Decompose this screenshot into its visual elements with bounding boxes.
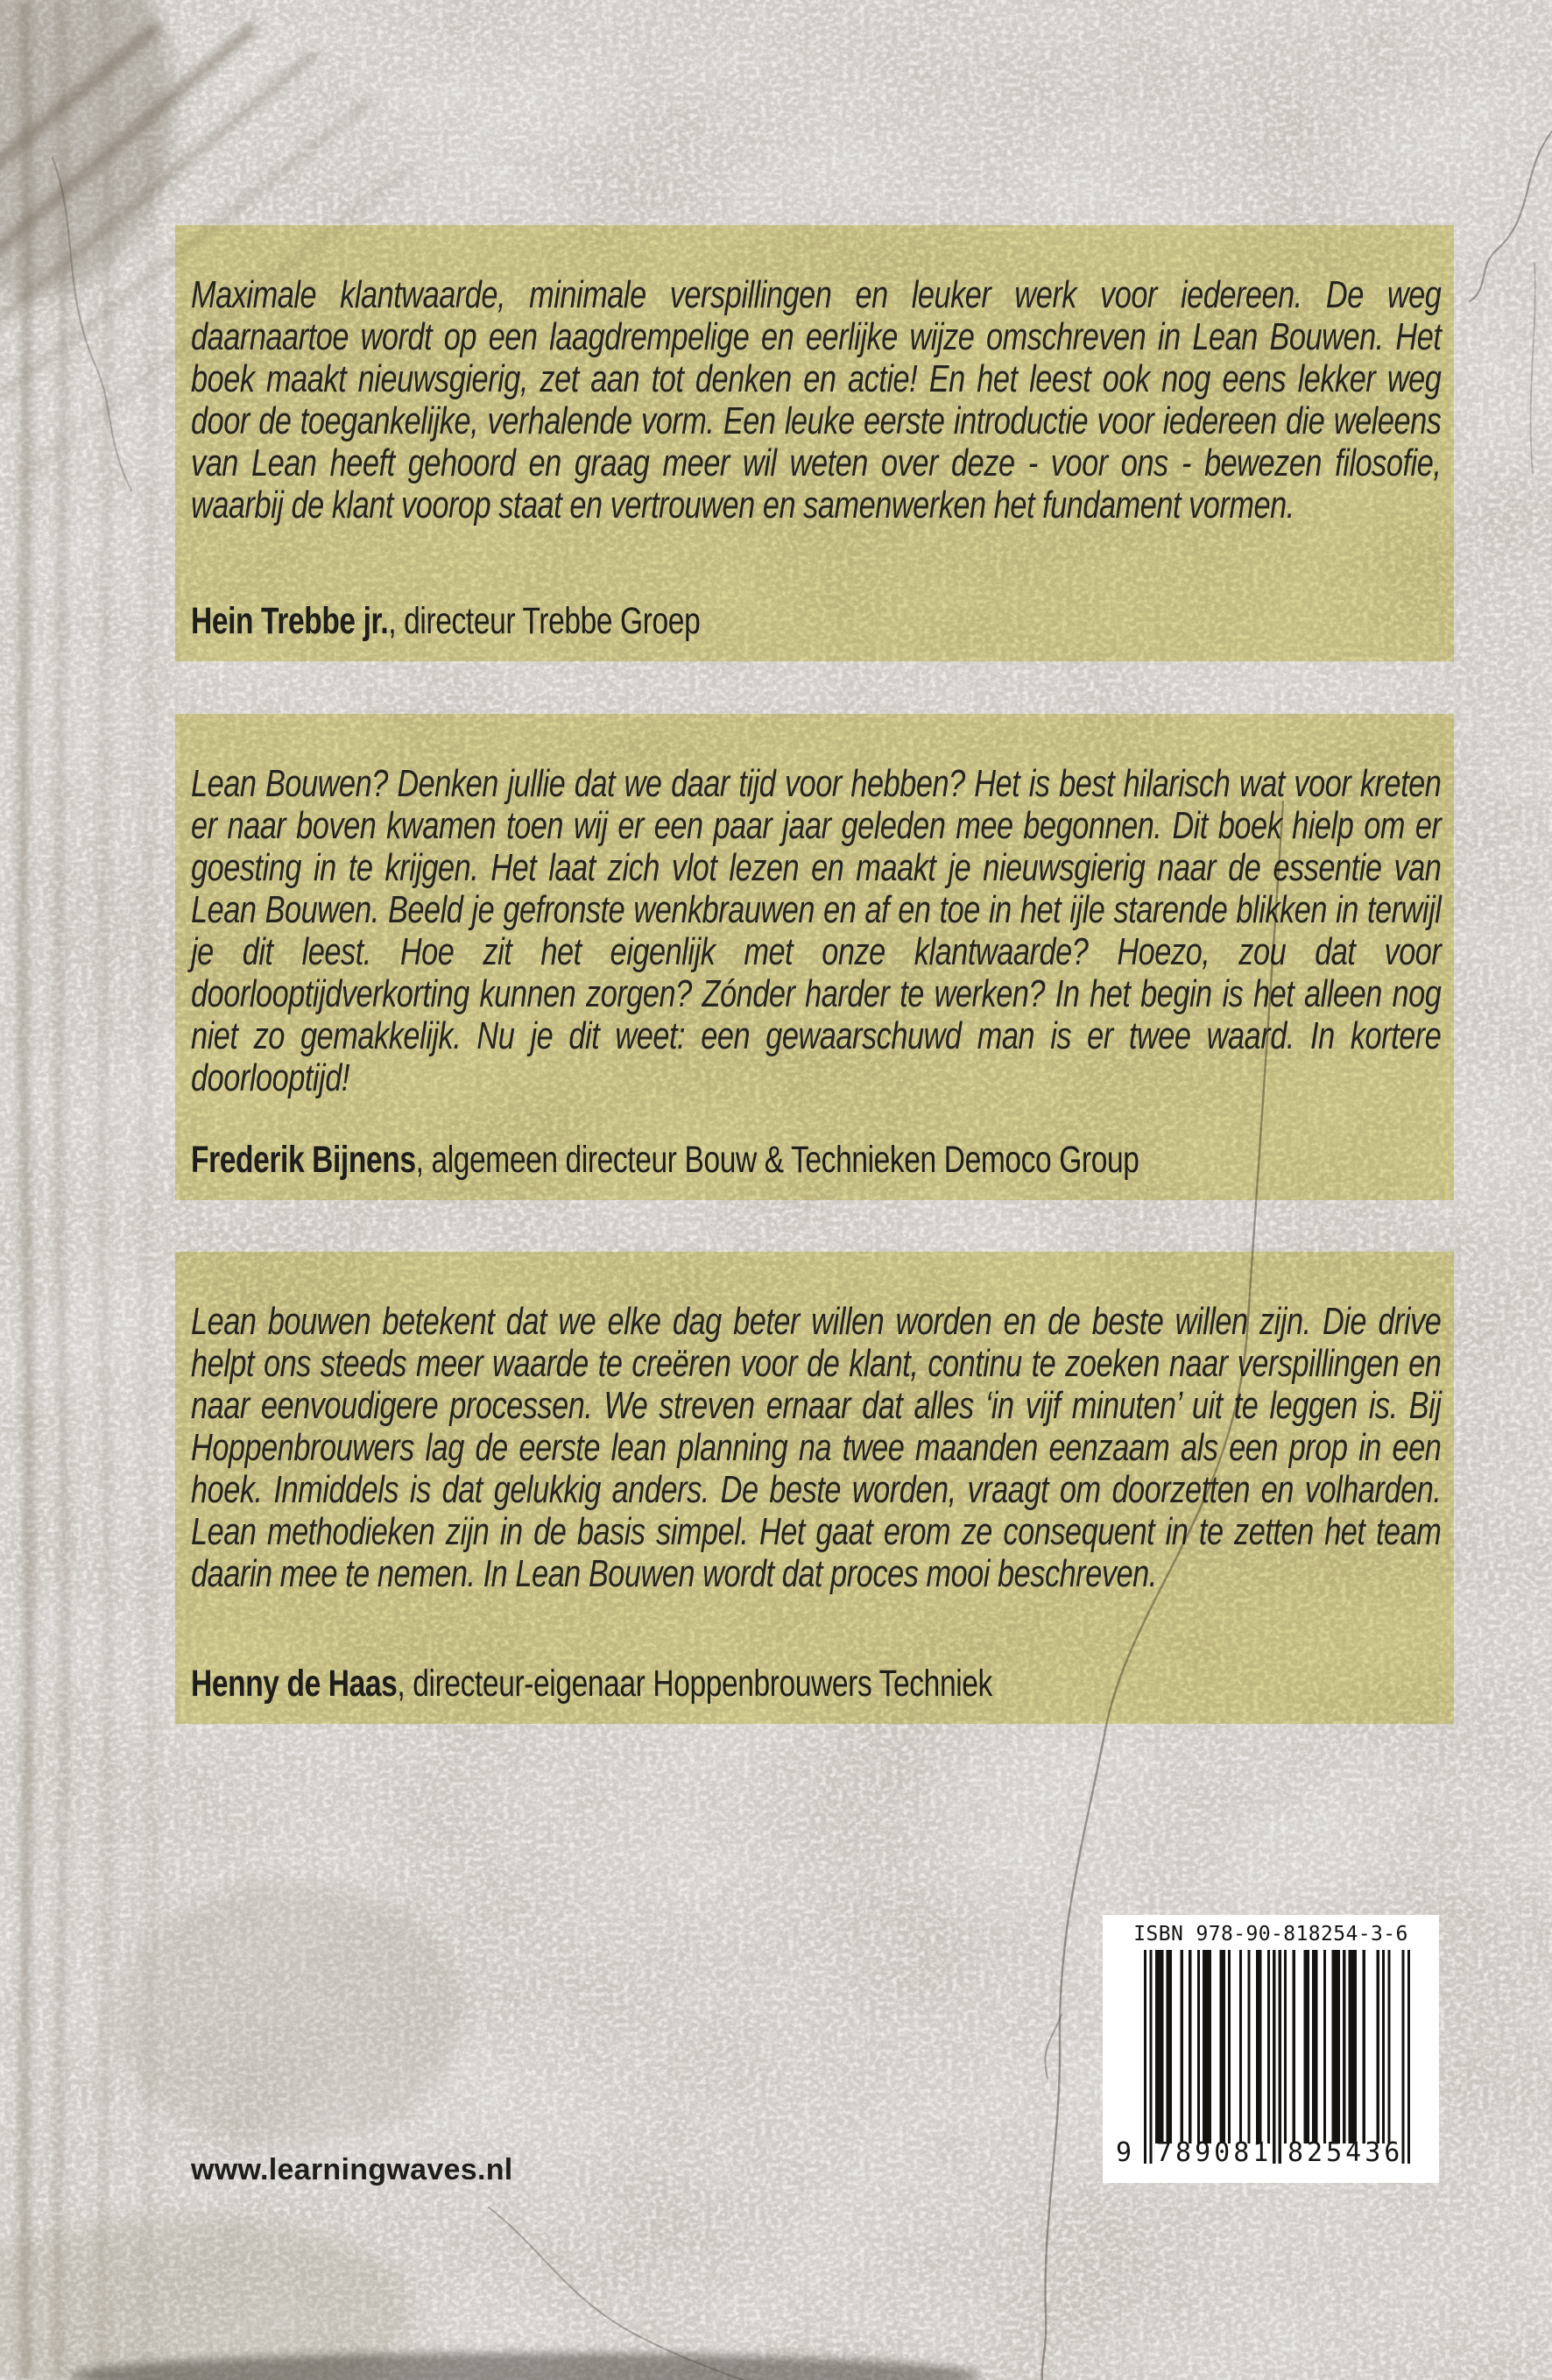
testimonial-block-2 <box>175 714 1454 1200</box>
author-name: Henny de Haas <box>191 1663 398 1705</box>
isbn-barcode-box <box>1103 1915 1439 2183</box>
testimonial-attribution <box>191 600 1441 642</box>
author-role: , directeur Trebbe Groep <box>388 600 701 642</box>
testimonial-quote: Maximale klantwaarde, minimale verspillingen en leuker werk voor iedereen. De weg daarnaartoe wordt op een laagdrempelige en eerlijke wijze omschreven in Lean Bouwen. Het boek maakt nieuwsgierig, zet aan tot denken en actie! En het leest ook nog eens lekker weg door de toegankelijke, verhalende vorm. Een leuke eerste introductie voor iedereen die weleens van Lean heeft gehoord en graag meer wil weten over deze - voor ons - bewezen filosofie, waarbij de klant voorop staat en vertrouwen en samenwerken het fundament vormen. <box>191 273 1442 526</box>
testimonial-block-3 <box>175 1252 1454 1724</box>
testimonial-attribution <box>191 1663 1441 1705</box>
author-role: , directeur-eigenaar Hoppenbrouwers Techniek <box>397 1663 992 1705</box>
testimonial-quote: Lean Bouwen? Denken jullie dat we daar tijd voor hebben? Het is best hilarisch wat voor kreten er naar boven kwamen toen wij er een paar jaar geleden mee begonnen. Dit boek hielp om er goesting in te krijgen. Het laat zich vlot lezen en maakt je nieuwsgierig naar de essentie van Lean Bouwen. Beeld je gefronste wenkbrauwen en af en toe in het ijle starende blikken in terwijl je dit leest. Hoe zit het eigenlijk met onze klantwaarde? Hoezo, zou dat voor doorlooptijdverkorting kunnen zorgen? Zónder harder te werken? In het begin is het alleen nog niet zo gemakkelijk. Nu je dit weet: een gewaarschuwd man is er twee waard. In kortere doorlooptijd! <box>191 762 1442 1099</box>
testimonial-attribution <box>191 1139 1441 1181</box>
ean13-barcode-bars <box>1144 1950 1410 2164</box>
author-role: , algemeen directeur Bouw & Technieken Democo Group <box>415 1139 1139 1181</box>
isbn-number-label: ISBN 978-90-818254-3-6 <box>1133 1923 1408 1946</box>
testimonial-block-1 <box>175 225 1454 661</box>
author-name: Frederik Bijnens <box>191 1139 416 1181</box>
barcode-digit-group: 9 <box>1115 2137 1132 2168</box>
barcode-digit-group: 825436 <box>1287 2137 1404 2168</box>
barcode-digit-group: 789081 <box>1156 2137 1273 2168</box>
website-url: www.learningwaves.nl <box>191 2153 513 2186</box>
author-name: Hein Trebbe jr. <box>191 600 389 642</box>
testimonial-quote: Lean bouwen betekent dat we elke dag beter willen worden en de beste willen zijn. Die drive helpt ons steeds meer waarde te creëren voor de klant, continu te zoeken naar verspillingen en naar eenvoudigere processen. We streven ernaar dat alles ‘in vijf minuten’ uit te leggen is. Bij Hoppenbrouwers lag de eerste lean planning na twee maanden eenzaam als een prop in een hoek. Inmiddels is dat gelukkig anders. De beste worden, vraagt om doorzetten en volharden. Lean methodieken zijn in de basis simpel. Het gaat erom ze consequent in te zetten het team daarin mee te nemen. In Lean Bouwen wordt dat proces mooi beschreven. <box>191 1300 1442 1595</box>
